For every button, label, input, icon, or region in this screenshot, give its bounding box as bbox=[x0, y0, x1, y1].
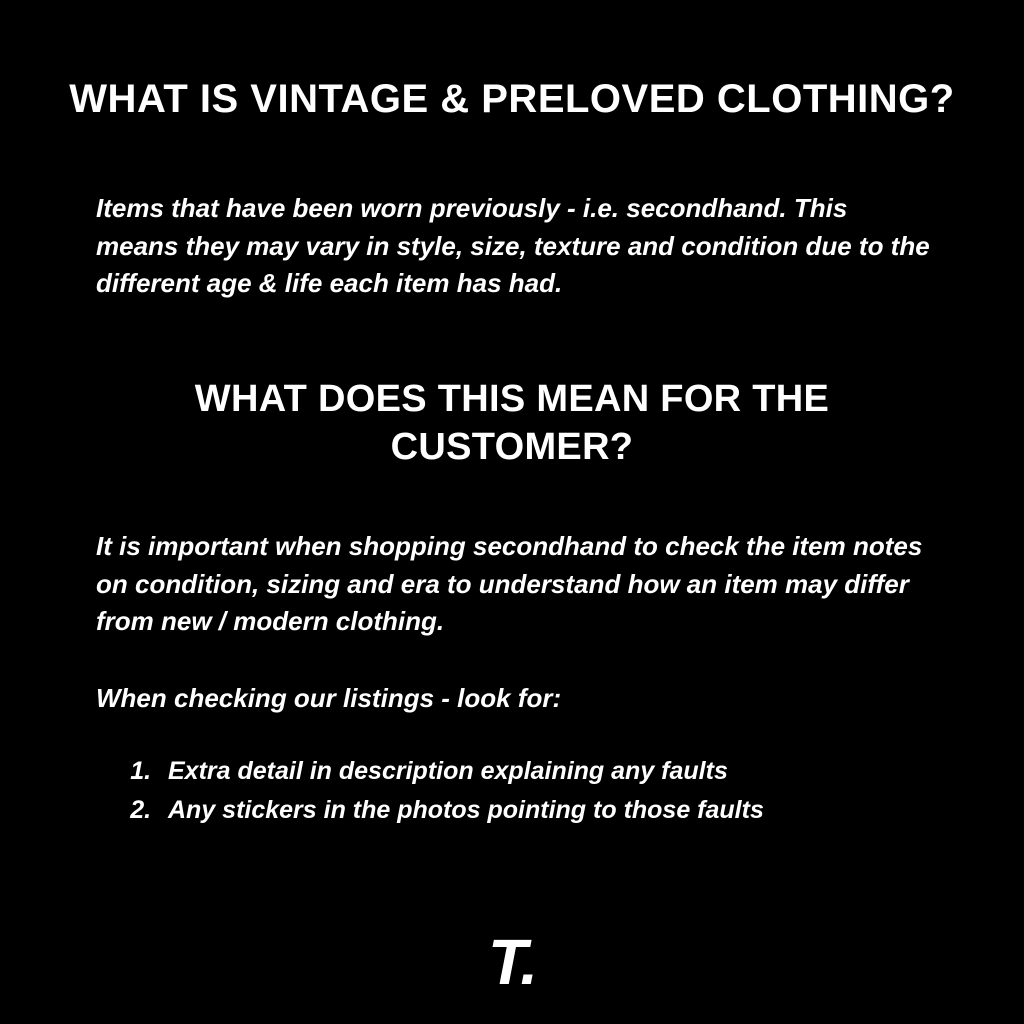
section-heading: WHAT DOES THIS MEAN FOR THE CUSTOMER? bbox=[194, 378, 830, 468]
body-paragraph: It is important when shopping secondhand to check the item notes on condition, sizing and era to understand how an item may differ from new / modern clothing. bbox=[96, 531, 923, 637]
intro-paragraph: Items that have been worn previously - i.e. secondhand. This means they may vary in style, size, texture and condition due to the different age & life each item has had. bbox=[96, 193, 930, 299]
list-item: 1. Extra detail in description explaining any faults bbox=[158, 752, 998, 791]
section-heading-container bbox=[110, 376, 914, 471]
brand-logo: T. bbox=[487, 926, 537, 998]
checklist bbox=[118, 752, 998, 830]
list-item: 2. Any stickers in the photos pointing to those faults bbox=[158, 791, 998, 830]
lead-in-paragraph: When checking our listings - look for: bbox=[96, 683, 562, 713]
page-title: WHAT IS VINTAGE & PRELOVED CLOTHING? bbox=[69, 77, 955, 121]
